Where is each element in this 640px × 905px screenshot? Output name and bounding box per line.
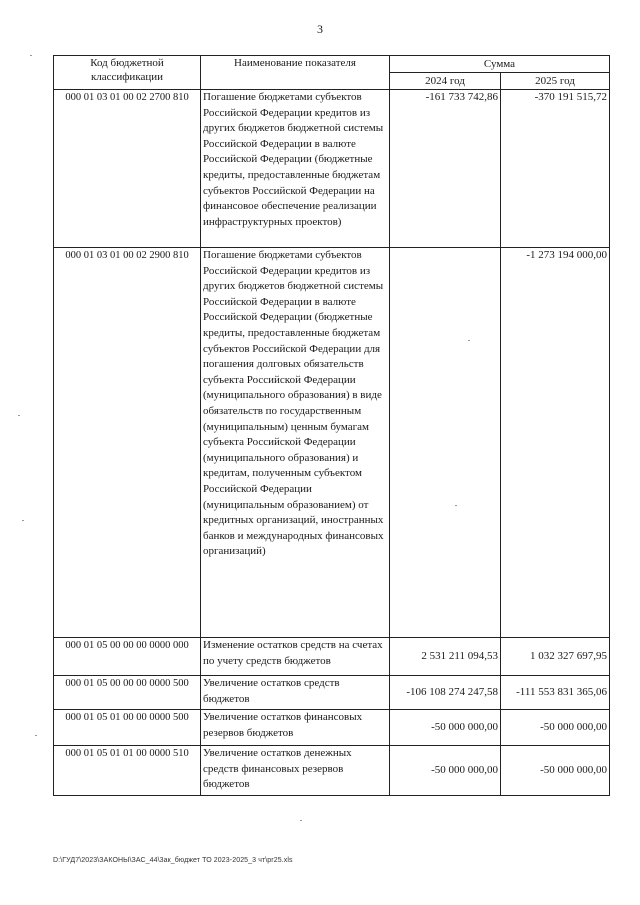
row-code: 000 01 05 01 01 00 0000 510 <box>54 746 201 796</box>
table-row <box>54 638 610 676</box>
row-sum-2025: -50 000 000,00 <box>501 746 610 796</box>
scan-speck <box>35 735 37 736</box>
row-indicator-name: Погашение бюджетами субъектов Российской Федерации кредитов из других бюджетов бюджетной системы Российской Федерации в валюте Российской Федерации (бюджетные кредиты, предоставленные бюджетам субъектов Российской Федерации для погашения долговых обязательств субъекта Российской Федерации (муниципального образования) в виде обязательств по государственным (муниципальным) ценным бумагам субъекта Российской Федерации (муниципального образования) и кредитам, полученным субъектом Российской Федерации (муниципальным образованием) от кредитных организаций, иностранных банков и международных финансовых организаций) <box>201 248 390 638</box>
header-sum: Сумма <box>390 56 610 73</box>
row-sum-2025: -111 553 831 365,06 <box>501 676 610 710</box>
row-sum-2024: -161 733 742,86 <box>390 90 501 248</box>
row-indicator-name: Погашение бюджетами субъектов Российской Федерации кредитов из других бюджетов бюджетной системы Российской Федерации в валюте Российской Федерации (бюджетные кредиты, предоставленные бюджетам субъектов Российской Федерации на финансовое обеспечение реализации инфраструктурных проектов) <box>201 90 390 248</box>
table-row <box>54 90 610 248</box>
header-indicator-name: Наименование показателя <box>201 56 390 90</box>
scan-speck <box>468 340 470 341</box>
row-sum-2025: -1 273 194 000,00 <box>501 248 610 638</box>
table-row <box>54 248 610 638</box>
header-year-2024: 2024 год <box>390 73 501 90</box>
row-code: 000 01 05 00 00 00 0000 000 <box>54 638 201 676</box>
row-indicator-name: Увеличение остатков средств бюджетов <box>201 676 390 710</box>
row-sum-2024 <box>390 248 501 638</box>
row-code: 000 01 05 01 00 00 0000 500 <box>54 710 201 746</box>
row-sum-2024: -50 000 000,00 <box>390 746 501 796</box>
table-header-row <box>54 56 610 73</box>
page-number: 3 <box>317 22 323 36</box>
row-code: 000 01 05 00 00 00 0000 500 <box>54 676 201 710</box>
header-code: Код бюджетной классификации <box>54 56 201 90</box>
scan-speck <box>30 55 32 56</box>
table-row <box>54 746 610 796</box>
table-row <box>54 676 610 710</box>
row-sum-2025: -370 191 515,72 <box>501 90 610 248</box>
row-indicator-name: Увеличение остатков денежных средств финансовых резервов бюджетов <box>201 746 390 796</box>
row-sum-2024: -50 000 000,00 <box>390 710 501 746</box>
row-code: 000 01 03 01 00 02 2900 810 <box>54 248 201 638</box>
row-indicator-name: Изменение остатков средств на счетах по учету средств бюджетов <box>201 638 390 676</box>
scan-speck <box>18 415 20 416</box>
file-path-footer: D:\ГУД7\2023\ЗАКОНЫ\ЗАС_44\3ак_бюджет ТО 2023-2025_3 чт\pr25.xls <box>53 857 293 864</box>
row-sum-2024: 2 531 211 094,53 <box>390 638 501 676</box>
scan-speck <box>455 505 457 506</box>
row-indicator-name: Увеличение остатков финансовых резервов бюджетов <box>201 710 390 746</box>
table-row <box>54 710 610 746</box>
budget-sources-table <box>53 55 610 796</box>
header-year-2025: 2025 год <box>501 73 610 90</box>
row-sum-2025: -50 000 000,00 <box>501 710 610 746</box>
row-sum-2024: -106 108 274 247,58 <box>390 676 501 710</box>
scan-speck <box>22 520 24 521</box>
row-code: 000 01 03 01 00 02 2700 810 <box>54 90 201 248</box>
row-sum-2025: 1 032 327 697,95 <box>501 638 610 676</box>
scan-speck <box>300 820 302 821</box>
